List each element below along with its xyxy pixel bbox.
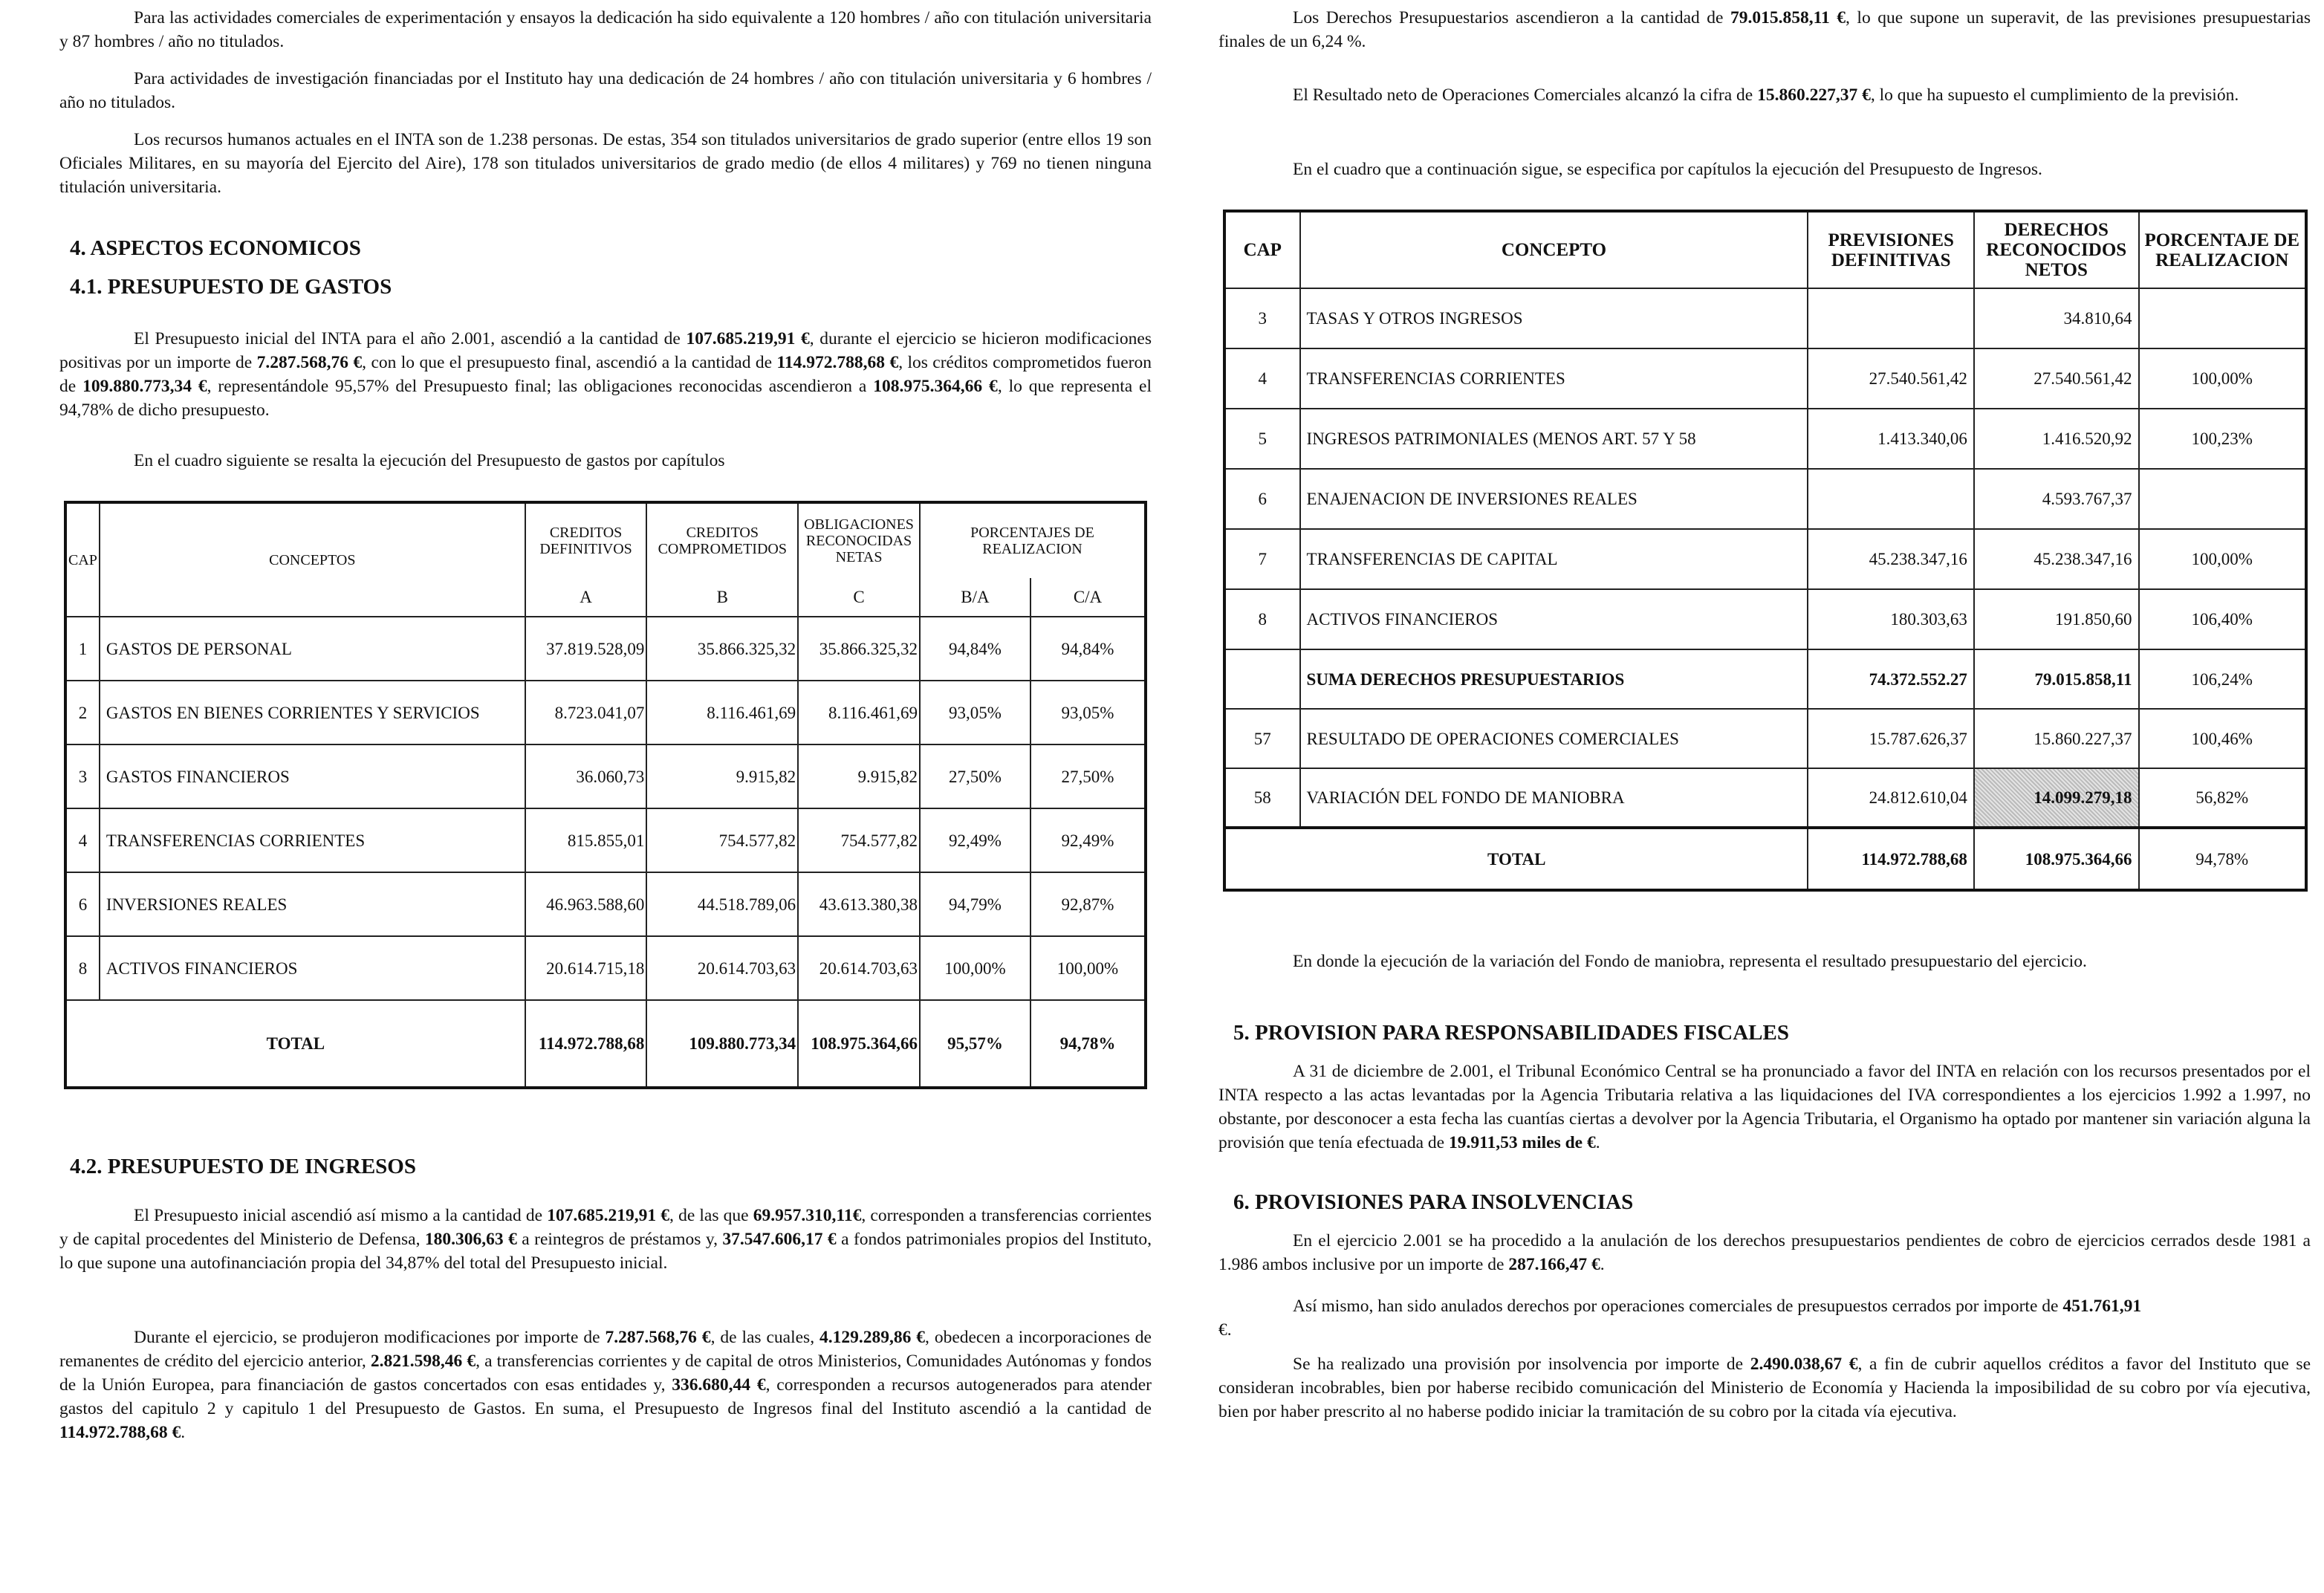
heading-presupuesto-gastos: 4.1. PRESUPUESTO DE GASTOS <box>70 275 392 299</box>
ing-r57-row <box>1224 709 2306 768</box>
ing-prev-cell: 45.238.347,16 <box>1808 529 1973 589</box>
paragraph-cuadro-gastos-intro: En el cuadro siguiente se resalta la ejecución del Presupuesto de gastos por capítulos <box>134 451 725 470</box>
gastos-ba-cell: 94,84% <box>920 617 1030 681</box>
ing-concepto-cell: INGRESOS PATRIMONIALES (MENOS ART. 57 Y 58 <box>1300 409 1808 469</box>
ingresos-row <box>1224 288 2306 348</box>
gastos-b-cell: 9.915,82 <box>646 744 798 808</box>
header-obligaciones: OBLIGACIONES RECONOCIDAS NETAS <box>798 502 920 578</box>
ing-suma-concepto: SUMA DERECHOS PRESUPUESTARIOS <box>1300 649 1808 709</box>
ingresos-table <box>1223 210 2308 892</box>
paragraph-anulados-comerciales: Así mismo, han sido anulados derechos por operaciones comerciales de presupuestos cerrados por importe de 451.761,91 €. <box>1218 1297 2142 1340</box>
gastos-ca-cell: 100,00% <box>1030 936 1146 1000</box>
ing-prev-cell <box>1808 288 1973 348</box>
gastos-ca-cell: 92,49% <box>1030 808 1146 872</box>
ingresos-row <box>1224 469 2306 529</box>
ing-prev-cell <box>1808 469 1973 529</box>
gastos-c-cell: 8.116.461,69 <box>798 681 920 744</box>
ing-der-cell: 4.593.767,37 <box>1974 469 2139 529</box>
ing-pct-cell: 100,00% <box>2139 348 2306 409</box>
gastos-row <box>65 808 1146 872</box>
ing-concepto-cell: ENAJENACION DE INVERSIONES REALES <box>1300 469 1808 529</box>
gastos-header-row <box>65 502 1146 578</box>
total-b: 109.880.773,34 <box>646 1000 798 1088</box>
gastos-c-cell: 20.614.703,63 <box>798 936 920 1000</box>
ing-der-cell: 27.540.561,42 <box>1974 348 2139 409</box>
ing-der-cell: 191.850,60 <box>1974 589 2139 649</box>
gastos-b-cell: 44.518.789,06 <box>646 872 798 936</box>
gastos-a-cell: 37.819.528,09 <box>525 617 647 681</box>
ing-total-pct: 94,78% <box>2139 828 2306 890</box>
ing-der-cell: 1.416.520,92 <box>1974 409 2139 469</box>
total-c: 108.975.364,66 <box>798 1000 920 1088</box>
gastos-c-cell: 35.866.325,32 <box>798 617 920 681</box>
ing-cap-cell: 4 <box>1224 348 1300 409</box>
ing-total-der: 108.975.364,66 <box>1974 828 2139 890</box>
gastos-a-cell: 815.855,01 <box>525 808 647 872</box>
header-c: C <box>798 578 920 617</box>
gastos-row <box>65 744 1146 808</box>
ing-total-label: TOTAL <box>1224 828 1808 890</box>
paragraph-provision-insolvencia: Se ha realizado una provisión por insolvencia por importe de 2.490.038,67 €, a fin de cubrir aquellos créditos a favor del Instituto que se consideran incobrables, bien por haberse recibido comunicación del Ministerio de Economía y Hacienda la imposibilidad de su cobro por vía ejecutiva, bien por haber prescrito al no haberse podido iniciar la tramitación de su cobro por la citada vía ejecutiva. <box>1218 1354 2311 1421</box>
gastos-ba-cell: 94,79% <box>920 872 1030 936</box>
ing-r57-pct: 100,46% <box>2139 709 2306 768</box>
gastos-row <box>65 617 1146 681</box>
ing-r58-cap: 58 <box>1224 768 1300 828</box>
ing-r58-prev: 24.812.610,04 <box>1808 768 1973 828</box>
gastos-ba-cell: 93,05% <box>920 681 1030 744</box>
gastos-b-cell: 20.614.703,63 <box>646 936 798 1000</box>
ingresos-row <box>1224 589 2306 649</box>
ing-r58-row <box>1224 768 2306 828</box>
gastos-ba-cell: 100,00% <box>920 936 1030 1000</box>
gastos-c-cell: 754.577,82 <box>798 808 920 872</box>
paragraph-fondo-maniobra: En donde la ejecución de la variación del Fondo de maniobra, representa el resultado presupuestario del ejercicio. <box>1293 952 2087 971</box>
heading-provisiones-insolvencias: 6. PROVISIONES PARA INSOLVENCIAS <box>1233 1190 1634 1214</box>
ing-suma-prev: 74.372.552.27 <box>1808 649 1973 709</box>
ingresos-row <box>1224 529 2306 589</box>
gastos-ba-cell: 27,50% <box>920 744 1030 808</box>
ing-pct-cell: 100,23% <box>2139 409 2306 469</box>
ing-header-derechos: DERECHOS RECONOCIDOS NETOS <box>1974 211 2139 288</box>
gastos-concepto-cell: ACTIVOS FINANCIEROS <box>100 936 525 1000</box>
ing-cap-cell: 3 <box>1224 288 1300 348</box>
ing-r57-cap: 57 <box>1224 709 1300 768</box>
paragraph-actividades-investigacion: Para actividades de investigación financiadas por el Instituto hay una dedicación de 24 hombres / año con titulación universitaria y 6 hombres / año no titulados. <box>59 69 1152 112</box>
gastos-ca-cell: 94,84% <box>1030 617 1146 681</box>
ing-pct-cell: 106,40% <box>2139 589 2306 649</box>
ing-suma-pct: 106,24% <box>2139 649 2306 709</box>
paragraph-provision-fiscal: A 31 de diciembre de 2.001, el Tribunal Económico Central se ha pronunciado a favor del INTA en relación con los recursos presentados por el INTA respecto a las actas levantadas por la Agencia Tributaria relativa a las liquidaciones del IVA correspondientes a los ejercicios 1.992 a 1.997, no obstante, por desconocer a esta fecha las cuantías ciertas a devolver por la Agencia Tributaria, el Organismo ha optado por mantener sin variación alguna la provisión que tenía efectuada de 19.911,53 miles de €. <box>1218 1062 2311 1152</box>
header-b: B <box>646 578 798 617</box>
ing-concepto-cell: TRANSFERENCIAS CORRIENTES <box>1300 348 1808 409</box>
ing-cap-cell: 7 <box>1224 529 1300 589</box>
gastos-b-cell: 35.866.325,32 <box>646 617 798 681</box>
gastos-cap-cell: 1 <box>65 617 100 681</box>
header-a: A <box>525 578 647 617</box>
gastos-b-cell: 754.577,82 <box>646 808 798 872</box>
gastos-ca-cell: 92,87% <box>1030 872 1146 936</box>
gastos-concepto-cell: INVERSIONES REALES <box>100 872 525 936</box>
total-a: 114.972.788,68 <box>525 1000 647 1088</box>
heading-presupuesto-ingresos: 4.2. PRESUPUESTO DE INGRESOS <box>70 1155 416 1178</box>
gastos-concepto-cell: GASTOS DE PERSONAL <box>100 617 525 681</box>
gastos-cap-cell: 2 <box>65 681 100 744</box>
gastos-a-cell: 46.963.588,60 <box>525 872 647 936</box>
ing-total-prev: 114.972.788,68 <box>1808 828 1973 890</box>
gastos-ca-cell: 27,50% <box>1030 744 1146 808</box>
paragraph-derechos-presupuestarios: Los Derechos Presupuestarios ascendieron a la cantidad de 79.015.858,11 €, lo que supone un superavit, de las previsiones presupuestarias finales de un 6,24 %. <box>1218 8 2311 51</box>
paragraph-recursos-humanos: Los recursos humanos actuales en el INTA son de 1.238 personas. De estas, 354 son titulados universitarios de grado superior (entre ellos 19 son Oficiales Militares, en su mayoría del Ejercito del Aire), 178 son titulados universitarios de grado medio (de ellos 4 militares) y 769 no tienen ninguna titulación universitaria. <box>59 130 1152 197</box>
header-creditos-comprometidos: CREDITOS COMPROMETIDOS <box>646 502 798 578</box>
ing-cap-cell: 8 <box>1224 589 1300 649</box>
ing-concepto-cell: ACTIVOS FINANCIEROS <box>1300 589 1808 649</box>
gastos-concepto-cell: GASTOS FINANCIEROS <box>100 744 525 808</box>
gastos-table <box>64 501 1147 1089</box>
ing-header-previsiones: PREVISIONES DEFINITIVAS <box>1808 211 1973 288</box>
ing-cap-cell: 5 <box>1224 409 1300 469</box>
ing-concepto-cell: TASAS Y OTROS INGRESOS <box>1300 288 1808 348</box>
header-ca: C/A <box>1030 578 1146 617</box>
ing-header-porcentaje: PORCENTAJE DE REALIZACION <box>2139 211 2306 288</box>
total-ca: 94,78% <box>1030 1000 1146 1088</box>
ing-der-cell: 45.238.347,16 <box>1974 529 2139 589</box>
ing-r58-concepto: VARIACIÓN DEL FONDO DE MANIOBRA <box>1300 768 1808 828</box>
gastos-a-cell: 36.060,73 <box>525 744 647 808</box>
header-creditos-definitivos: CREDITOS DEFINITIVOS <box>525 502 647 578</box>
paragraph-actividades-comerciales: Para las actividades comerciales de experimentación y ensayos la dedicación ha sido equivalente a 120 hombres / año con titulación universitaria y 87 hombres / año no titulados. <box>59 8 1152 51</box>
ing-concepto-cell: TRANSFERENCIAS DE CAPITAL <box>1300 529 1808 589</box>
ing-header-concepto: CONCEPTO <box>1300 211 1808 288</box>
ing-cap-cell: 6 <box>1224 469 1300 529</box>
ing-r58-pct: 56,82% <box>2139 768 2306 828</box>
gastos-cap-cell: 8 <box>65 936 100 1000</box>
gastos-total-row <box>65 1000 1146 1088</box>
paragraph-presupuesto-inicial-ingresos: El Presupuesto inicial ascendió así mismo a la cantidad de 107.685.219,91 €, de las que 69.957.310,11€, corresponden a transferencias corrientes y de capital procedentes del Ministerio de Defensa, 180.306,63 € a reintegros de préstamos y, 37.547.606,17 € a fondos patrimoniales propios del Instituto, lo que supone una autofinanciación propia del 34,87% del total del Presupuesto inicial. <box>59 1206 1152 1273</box>
gastos-ba-cell: 92,49% <box>920 808 1030 872</box>
total-label: TOTAL <box>65 1000 525 1088</box>
gastos-cap-cell: 3 <box>65 744 100 808</box>
paragraph-cuadro-ingresos-intro: En el cuadro que a continuación sigue, se especifica por capítulos la ejecución del Presupuesto de Ingresos. <box>1293 160 2042 179</box>
header-cap: CAP <box>65 502 100 617</box>
ing-pct-cell <box>2139 288 2306 348</box>
gastos-concepto-cell: GASTOS EN BIENES CORRIENTES Y SERVICIOS <box>100 681 525 744</box>
gastos-ca-cell: 93,05% <box>1030 681 1146 744</box>
ing-suma-row <box>1224 649 2306 709</box>
ing-suma-cap <box>1224 649 1300 709</box>
header-ba: B/A <box>920 578 1030 617</box>
paragraph-presupuesto-inicial: El Presupuesto inicial del INTA para el año 2.001, ascendió a la cantidad de 107.685.219,91 €, durante el ejercicio se hicieron modificaciones positivas por un importe de 7.287.568,76 €, con lo que el presupuesto final, ascendió a la cantidad de 114.972.788,68 €, los créditos comprometidos fueron de 109.880.773,34 €, representándole 95,57% del Presupuesto final; las obligaciones reconocidas ascendieron a 108.975.364,66 €, lo que representa el 94,78% de dicho presupuesto. <box>59 329 1152 420</box>
gastos-c-cell: 43.613.380,38 <box>798 872 920 936</box>
ingresos-row <box>1224 409 2306 469</box>
ing-r58-der: 14.099.279,18 <box>1974 768 2139 828</box>
ing-der-cell: 34.810,64 <box>1974 288 2139 348</box>
ing-header-cap: CAP <box>1224 211 1300 288</box>
gastos-row <box>65 681 1146 744</box>
gastos-cap-cell: 6 <box>65 872 100 936</box>
gastos-row <box>65 872 1146 936</box>
ingresos-header-row <box>1224 211 2306 288</box>
ing-r57-prev: 15.787.626,37 <box>1808 709 1973 768</box>
paragraph-resultado-neto: El Resultado neto de Operaciones Comerciales alcanzó la cifra de 15.860.227,37 €, lo que ha supuesto el cumplimiento de la previsión. <box>1293 85 2239 105</box>
paragraph-modificaciones-ingresos: Durante el ejercicio, se produjeron modificaciones por importe de 7.287.568,76 €, de las cuales, 4.129.289,86 €, obedecen a incorporaciones de remanentes de crédito del ejercicio anterior, 2.821.598,46 €, a transferencias corrientes y de capital de otros Ministerios, Comunidades Autónomas y fondos de la Unión Europea, para financiación de gastos concertados con esas entidades y, 336.680,44 €, corresponden a recursos autogenerados para atender gastos del capitulo 2 y capitulo 1 del Presupuesto de Gastos. En suma, el Presupuesto de Ingresos final del Instituto ascendió a la cantidad de 114.972.788,68 €. <box>59 1328 1152 1442</box>
header-conceptos: CONCEPTOS <box>100 502 525 617</box>
ing-total-row <box>1224 828 2306 890</box>
ingresos-row <box>1224 348 2306 409</box>
gastos-concepto-cell: TRANSFERENCIAS CORRIENTES <box>100 808 525 872</box>
gastos-cap-cell: 4 <box>65 808 100 872</box>
ing-pct-cell <box>2139 469 2306 529</box>
ing-r57-concepto: RESULTADO DE OPERACIONES COMERCIALES <box>1300 709 1808 768</box>
heading-aspectos-economicos: 4. ASPECTOS ECONOMICOS <box>70 236 361 260</box>
header-porcentajes: PORCENTAJES DE REALIZACION <box>920 502 1146 578</box>
ing-pct-cell: 100,00% <box>2139 529 2306 589</box>
gastos-row <box>65 936 1146 1000</box>
ing-suma-der: 79.015.858,11 <box>1974 649 2139 709</box>
gastos-b-cell: 8.116.461,69 <box>646 681 798 744</box>
ing-prev-cell: 27.540.561,42 <box>1808 348 1973 409</box>
ing-r57-der: 15.860.227,37 <box>1974 709 2139 768</box>
gastos-a-cell: 8.723.041,07 <box>525 681 647 744</box>
gastos-c-cell: 9.915,82 <box>798 744 920 808</box>
total-ba: 95,57% <box>920 1000 1030 1088</box>
ing-prev-cell: 180.303,63 <box>1808 589 1973 649</box>
paragraph-anulacion-derechos: En el ejercicio 2.001 se ha procedido a la anulación de los derechos presupuestarios pendientes de cobro de ejercicios cerrados desde 1981 a 1.986 ambos inclusive por un importe de 287.166,47 €. <box>1218 1231 2311 1274</box>
gastos-a-cell: 20.614.715,18 <box>525 936 647 1000</box>
ing-prev-cell: 1.413.340,06 <box>1808 409 1973 469</box>
heading-provision-responsabilidades: 5. PROVISION PARA RESPONSABILIDADES FISCALES <box>1233 1021 1789 1045</box>
